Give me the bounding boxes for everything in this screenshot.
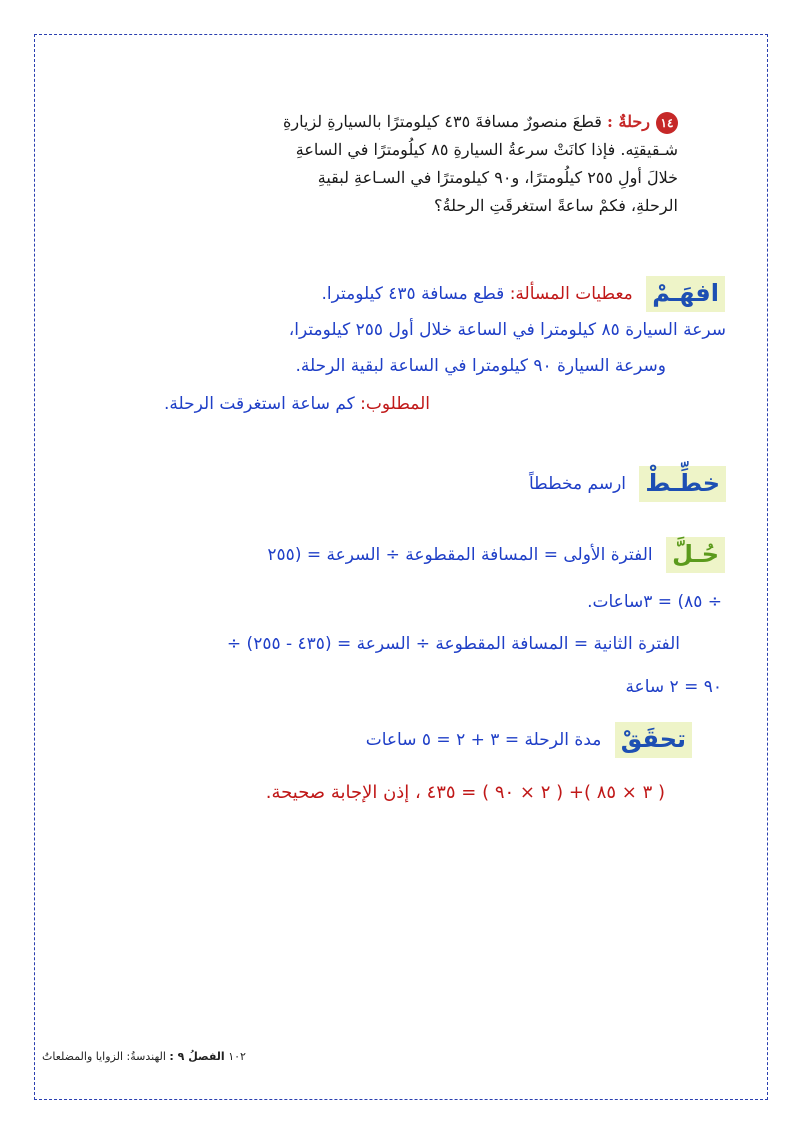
problem-title: رحلةٌ : bbox=[607, 112, 650, 131]
solve-tag: حُـلَّ bbox=[666, 537, 725, 573]
check-verify: ( ٣ × ٨٥ )+ ( ٢ × ٩٠ ) = ٤٣٥ ، إذن الإجابة صحيحة. bbox=[265, 782, 665, 803]
plan-row bbox=[529, 466, 726, 502]
solve-line-1: الفترة الأولى = المسافة المقطوعة ÷ السرعة = (٢٥٥ bbox=[267, 545, 653, 565]
required-row bbox=[164, 394, 430, 414]
solve-row bbox=[267, 537, 725, 573]
understand-tag: افهَـمْ bbox=[646, 276, 725, 312]
problem-text-1: قطعَ منصورٌ مسافةَ ٤٣٥ كيلومترًا بالسيارةِ لزيارةِ bbox=[283, 112, 602, 131]
problem-text-4: الرحلةِ، فكمْ ساعةً استغرقَتِ الرحلةُ؟ bbox=[434, 196, 678, 215]
plan-text: ارسم مخططاً bbox=[528, 474, 627, 494]
problem-line-1 bbox=[170, 108, 678, 136]
solve-line-4: ٩٠ = ٢ ساعة bbox=[625, 677, 722, 697]
given-line-2: سرعة السيارة ٨٥ كيلومترا في الساعة خلال أول ٢٥٥ كيلومترا، bbox=[288, 320, 726, 340]
check-text: مدة الرحلة = ٣ + ٢ = ٥ ساعات bbox=[365, 730, 602, 750]
understand-row bbox=[321, 276, 725, 312]
chapter-label: الفصلُ ٩ : bbox=[169, 1050, 225, 1063]
check-row bbox=[366, 722, 692, 758]
chapter-title: الهندسةُ: الزوايا والمضلعاتُ bbox=[42, 1050, 166, 1063]
problem-statement bbox=[170, 108, 678, 220]
page-number: ١٠٢ bbox=[228, 1050, 246, 1063]
solve-line-3: الفترة الثانية = المسافة المقطوعة ÷ السرعة = (٤٣٥ - ٢٥٥) ÷ bbox=[226, 634, 680, 654]
check-tag: تحقَقْ bbox=[615, 722, 692, 758]
given-label: معطيات المسألة: bbox=[509, 284, 633, 304]
required-label: المطلوب: bbox=[360, 394, 430, 414]
given-text: قطع مسافة ٤٣٥ كيلومترا. bbox=[321, 284, 505, 304]
required-text: كم ساعة استغرقت الرحلة. bbox=[164, 394, 355, 414]
problem-number-badge: ١٤ bbox=[656, 112, 678, 134]
problem-text-3: خلالَ أولِ ٢٥٥ كيلُومترًا، و٩٠ كيلومترًا في السـاعةِ لبقيةِ bbox=[317, 168, 678, 187]
plan-tag: خطِّـطْ bbox=[639, 466, 726, 502]
page-footer bbox=[42, 1050, 246, 1063]
given-line-3: وسرعة السيارة ٩٠ كيلومترا في الساعة لبقية الرحلة. bbox=[295, 356, 666, 376]
solve-line-2: ÷ ٨٥) = ٣ساعات. bbox=[587, 592, 722, 612]
problem-text-2: شـقيقتِه. فإذا كانَتْ سرعةُ السيارةِ ٨٥ كيلُومترًا في الساعةِ bbox=[295, 140, 678, 159]
